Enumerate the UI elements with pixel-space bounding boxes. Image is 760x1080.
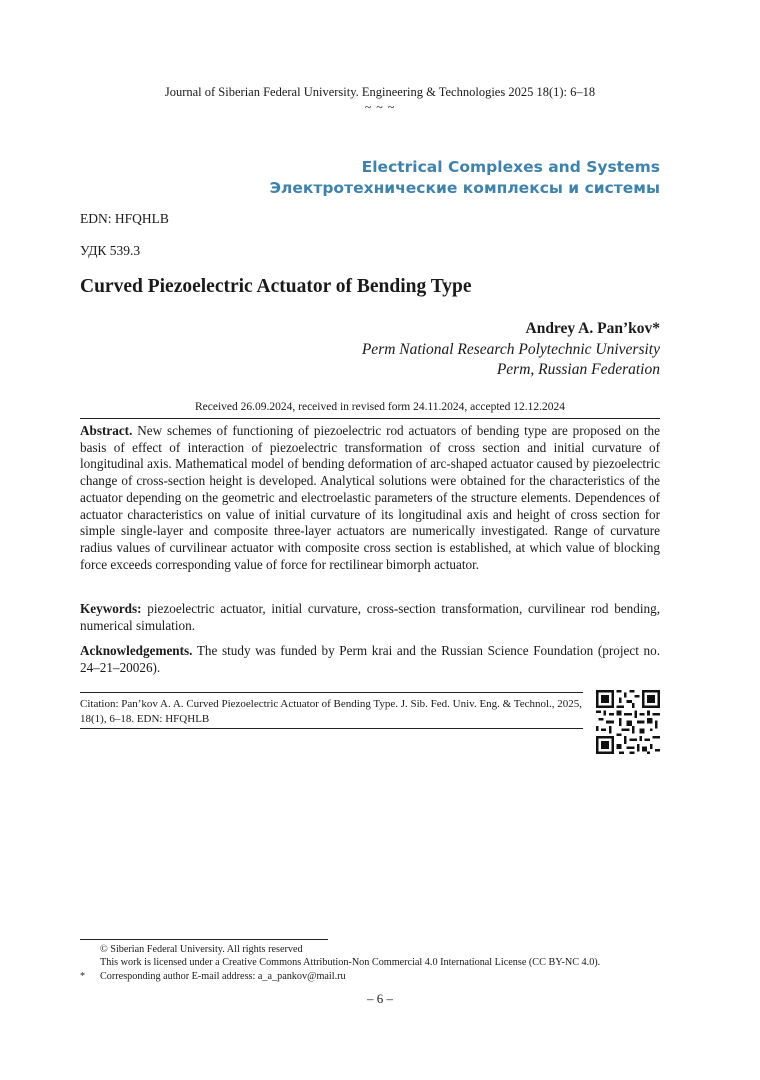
acknowledgements-label: Acknowledgements. xyxy=(80,643,193,658)
author-affiliation: Perm National Research Polytechnic University xyxy=(361,341,660,358)
article-title: Curved Piezoelectric Actuator of Bending Type xyxy=(80,276,472,297)
footnote-divider xyxy=(80,939,328,940)
received-dates: Received 26.09.2024, received in revised form 24.11.2024, accepted 12.12.2024 xyxy=(194,401,566,413)
edn-id: EDN: HFQHLB xyxy=(80,211,169,226)
author-location: Perm, Russian Federation xyxy=(496,361,660,378)
section-title-english: Electrical Complexes and Systems xyxy=(361,158,660,176)
copyright-note: © Siberian Federal University. All rights reserved xyxy=(100,944,303,955)
corresponding-author-note: Corresponding author E-mail address: a_a_pankov@mail.ru xyxy=(100,971,346,982)
keywords-text: piezoelectric actuator, initial curvature, cross-section transformation, curvilinear rod bending, numerical simulation. xyxy=(80,601,660,633)
abstract-paragraph xyxy=(80,423,660,573)
journal-header: Journal of Siberian Federal University. Engineering & Technologies 2025 18(1): 6–18 xyxy=(164,85,596,99)
page-number: – 6 – xyxy=(367,991,393,1006)
abstract-divider xyxy=(80,418,660,419)
keywords-paragraph xyxy=(80,601,660,634)
section-title-russian: Электротехнические комплексы и системы xyxy=(269,179,660,197)
qr-code-icon[interactable] xyxy=(596,690,660,754)
udk-id: УДК 539.3 xyxy=(80,243,141,258)
citation-text: Citation: Pan’kov A. A. Curved Piezoelectric Actuator of Bending Type. J. Sib. Fed. Univ. Eng. & Technol., 2025, 18(1), 6–18. EDN: HFQHLB xyxy=(80,698,583,725)
citation-divider-top xyxy=(80,692,583,693)
header-separator: ~ ~ ~ xyxy=(364,100,396,114)
abstract-label: Abstract. xyxy=(80,423,133,438)
abstract-text: New schemes of functioning of piezoelectric rod actuators of bending type are proposed on the basis of effect of interaction of piezoelectric transformation of cross section and initial curvature of longitudinal axis. Mathematical model of bending deformation of arc-shaped actuator caused by piezoelectric change of cross-section height is developed. Analytical solutions were obtained for the characteristics of the actuator depending on the geometric and electroelastic parameters of the structure elements. Dependences of actuator characteristics on value of initial curvature of its longitudinal axis and height of cross section for simple single-layer and composite three-layer actuators are numerically investigated. Range of curvature radius values of curvilinear actuator with composite cross section is established, at which value of blocking force exceeds corresponding value of force for rectilinear bimorph actuator. xyxy=(80,423,661,572)
author-name: Andrey A. Pan’kov* xyxy=(525,320,660,337)
license-note: This work is licensed under a Creative Commons Attribution-Non Commercial 4.0 International License (CC BY-NC 4.0). xyxy=(100,957,601,968)
acknowledgements-paragraph xyxy=(80,643,660,676)
corresponding-mark: * xyxy=(80,971,86,982)
keywords-label: Keywords: xyxy=(80,601,142,616)
acknowledgements-text: The study was funded by Perm krai and the Russian Science Foundation (project no. 24–21–20026). xyxy=(80,643,660,675)
citation-divider-bottom xyxy=(80,728,583,729)
